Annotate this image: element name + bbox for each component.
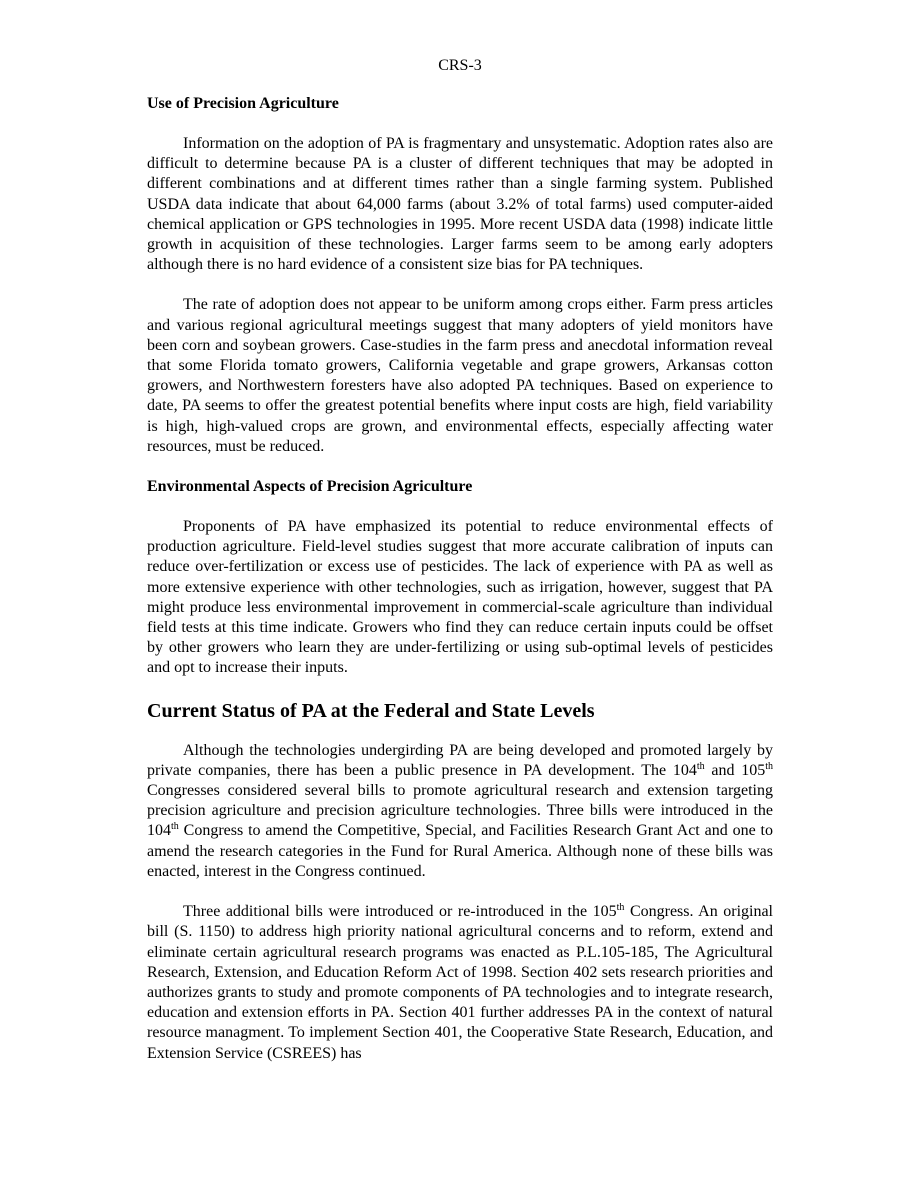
section-heading: Use of Precision Agriculture — [147, 95, 339, 112]
text-run: and 105 — [704, 761, 766, 779]
section-environmental-aspects — [147, 477, 773, 679]
paragraph — [147, 902, 773, 1064]
paragraph — [147, 741, 773, 882]
text-run: Congresses considered several bills to promote agricultural research and extension targeting precision agriculture and precision agriculture technologies. Three bills were introduced in the 104 — [147, 782, 773, 840]
section-heading: Current Status of PA at the Federal and State Levels — [147, 699, 595, 722]
superscript: th — [171, 821, 179, 833]
text-run: Congress. An original bill (S. 1150) to address high priority national agricultural concerns and to reform, extend and eliminate certain agricultural research programs was enacted as P.L.105-185, The Agricultural Research, Extension, and Education Reform Act of 1998. Section 402 sets research priorities and authorizes grants to study and promote components of PA technologies and to integrate research, education and extension efforts in PA. Section 401 further addresses PA in the context of natural resource managment. To implement Section 401, the Cooperative State Research, Education, and Extension Service (CSREES) has — [147, 903, 774, 1062]
superscript: th — [696, 760, 705, 772]
section-current-status — [147, 699, 773, 1064]
document-page — [147, 56, 773, 1084]
section-use-of-precision-agriculture — [147, 94, 773, 457]
text-run: Although the technologies undergirding PA are being developed and promoted largely by private companies, there has been a public presence in PA development. The 104 — [147, 741, 773, 779]
page-number-label: CRS-3 — [438, 57, 482, 74]
section-heading: Environmental Aspects of Precision Agriculture — [147, 478, 473, 496]
paragraph: The rate of adoption does not appear to be uniform among crops either. Farm press articles and various regional agricultural meetings suggest that many adopters of yield monitors have been corn and soybean growers. Case-studies in the farm press and anecdotal information reveal that some Florida tomato growers, California vegetable and grape growers, Arkansas cotton growers, and Northwestern foresters have also adopted PA techniques. Based on experience to date, PA seems to offer the greatest potential benefits where input costs are high, field variability is high, high-valued crops are grown, and environmental effects, especially affecting water resources, must be reduced. — [147, 296, 773, 455]
paragraph: Proponents of PA have emphasized its potential to reduce environmental effects of production agriculture. Field-level studies suggest that more accurate calibration of inputs can reduce over-fertilization or excess use of pesticides. The lack of experience with PA as well as more extensive experience with other technologies, such as irrigation, however, suggest that PA might produce less environmental improvement in commercial-scale agriculture than individual field tests at this time indicate. Growers who find they can reduce certain inputs could be offset by other growers who learn they are under-fertilizing or using sub-optimal levels of pesticides and opt to increase their inputs. — [147, 518, 773, 677]
paragraph: Information on the adoption of PA is fragmentary and unsystematic. Adoption rates also are difficult to determine because PA is a cluster of different techniques that may be adopted in different combinations and at different times rather than a single farming system. Published USDA data indicate that about 64,000 farms (about 3.2% of total farms) used computer-aided chemical application or GPS technologies in 1995. More recent USDA data (1998) indicate little growth in acquisition of these technologies. Larger farms seem to be among early adopters although there is no hard evidence of a consistent size bias for PA techniques. — [147, 135, 773, 274]
superscript: th — [765, 760, 773, 772]
text-run: Congress to amend the Competitive, Special, and Facilities Research Grant Act and one to amend the research categories in the Fund for Rural America. Although none of these bills was enacted, interest in the Congress continued. — [147, 822, 773, 880]
text-run: Three additional bills were introduced or re-introduced in the 105 — [183, 903, 617, 921]
superscript: th — [616, 902, 625, 914]
